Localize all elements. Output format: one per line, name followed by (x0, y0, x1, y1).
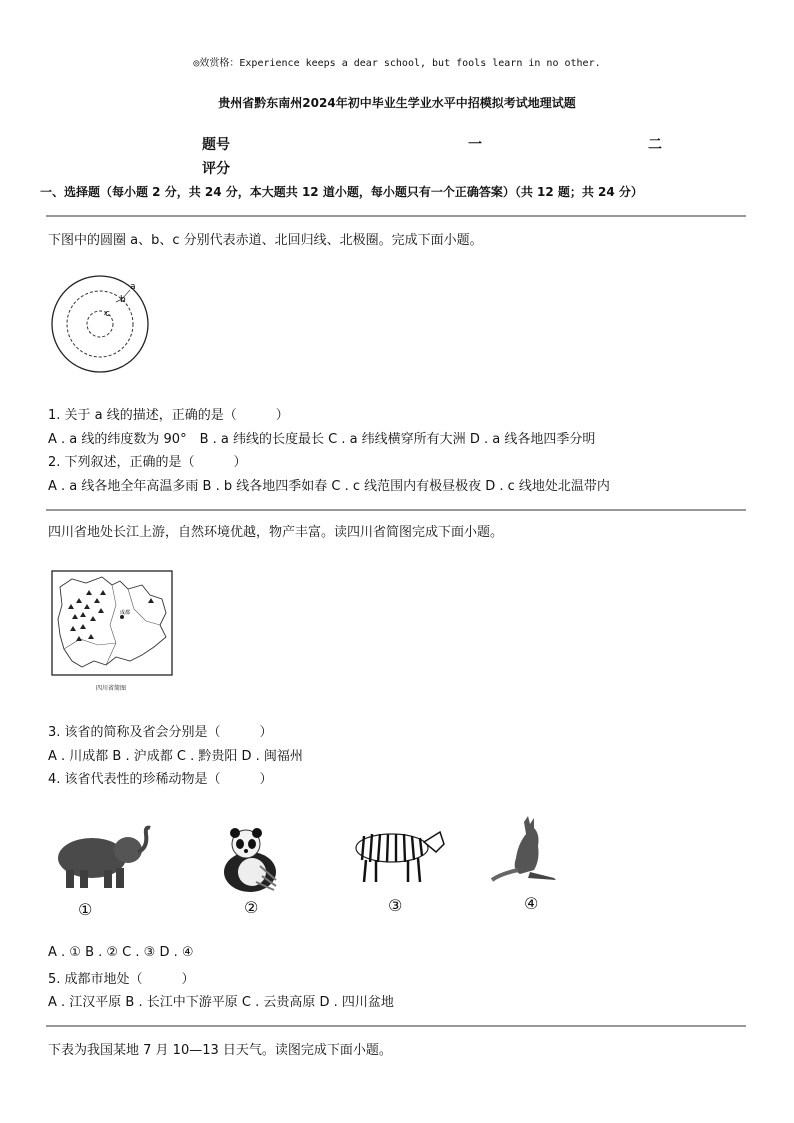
exam-title: 贵州省黔东南州2024年初中毕业生学业水平中招模拟考试地理试题 (218, 96, 576, 110)
latitude-circles-diagram (50, 272, 160, 382)
zebra-image (350, 822, 446, 884)
question-3-options: A . 川成都 B . 沪成都 C . 黔贵阳 D . 闽福州 (48, 749, 303, 764)
score-col-2: 二 (648, 137, 662, 153)
circle-label-c: c (105, 309, 110, 319)
group-1-intro: 下图中的圆圈 a、b、c 分别代表赤道、北回归线、北极圈。完成下面小题。 (48, 233, 483, 248)
question-2: 2. 下列叙述，正确的是（ ） (48, 455, 247, 470)
animal-number-3: ③ (388, 896, 403, 915)
question-1: 1. 关于 a 线的描述，正确的是（ ） (48, 408, 289, 423)
panda-image (216, 826, 286, 896)
group-3-intro: 下表为我国某地 7 月 10—13 日天气。读图完成下面小题。 (48, 1043, 392, 1058)
elephant-image (52, 822, 152, 892)
header-motto: ◎效赏格：Experience keeps a dear school, but fools learn in no other. (193, 58, 601, 69)
question-2-options: A . a 线各地全年高温多雨 B . b 线各地四季如春 C . c 线范围内有极昼极夜 D . c 线地处北温带内 (48, 479, 610, 494)
kangaroo-image (490, 814, 566, 884)
score-row-label-score: 评分 (202, 161, 230, 177)
question-3: 3. 该省的简称及省会分别是（ ） (48, 725, 273, 740)
question-4-options: A . ① B . ② C . ③ D . ④ (48, 945, 194, 960)
divider-2 (46, 509, 746, 511)
animal-number-1: ① (78, 900, 93, 919)
score-col-1: 一 (468, 137, 482, 153)
sichuan-map (50, 569, 174, 681)
question-5: 5. 成都市地处（ ） (48, 972, 195, 987)
question-5-options: A . 江汉平原 B . 长江中下游平原 C . 云贵高原 D . 四川盆地 (48, 995, 394, 1010)
circle-label-b: b (120, 295, 126, 305)
divider-1 (46, 215, 746, 217)
circle-label-a: a (130, 282, 136, 292)
animal-number-2: ② (244, 898, 259, 917)
animal-number-4: ④ (524, 894, 539, 913)
question-4: 4. 该省代表性的珍稀动物是（ ） (48, 772, 273, 787)
divider-3 (46, 1025, 746, 1027)
map-caption: 四川省简图 (96, 685, 127, 692)
question-1-options: A . a 线的纬度数为 90° B . a 纬线的长度最长 C . a 纬线横穿所有大洲 D . a 线各地四季分明 (48, 432, 596, 447)
group-2-intro: 四川省地处长江上游，自然环境优越，物产丰富。读四川省简图完成下面小题。 (48, 525, 504, 540)
score-row-label-question: 题号 (202, 137, 230, 153)
map-city-label: 成都 (120, 610, 131, 616)
section-1-heading: 一、选择题（每小题 2 分，共 24 分，本大题共 12 道小题，每小题只有一个正确答案）（共 12 题；共 24 分） (40, 185, 643, 199)
